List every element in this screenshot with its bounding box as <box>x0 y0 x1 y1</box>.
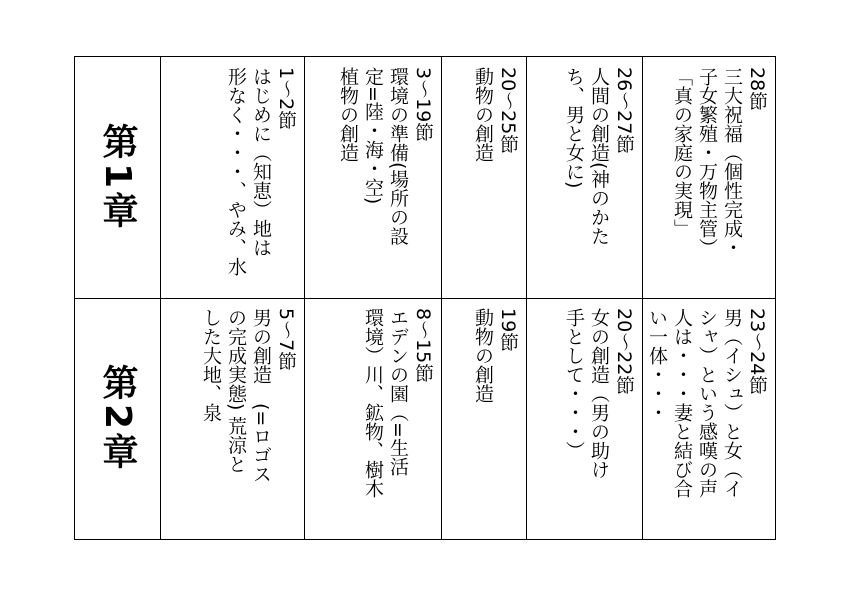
genesis-table <box>74 56 776 540</box>
ch1-verse-26-27: 26～27節 人間の創造(神のかた ち、男と女に) <box>563 67 635 246</box>
ch1-verse-28: 28節 三大祝福（個性完成・ 子女繁殖・万物主管） 「真の家庭の実現」 <box>671 67 768 257</box>
ch1-verse-1-2: 1～2節 はじめに（知恵）地は 形なく・・・、やみ、水 <box>225 67 297 276</box>
ch2-verse-23-24: 23～24節 男（イシュ）と女（イ シャ）という感嘆の声 人は・・・妻と結び合 い一体・・・ <box>646 308 768 498</box>
ch2-verse-8-15: 8～15節 エデンの園（=生活 環境）川、鉱物、樹木 <box>362 308 434 498</box>
chapter-1-label: 第1章 <box>97 122 138 233</box>
ch1-verse-3-19: 3～19節 環境の準備(場所の設 定=陸・海・空) 植物の創造 <box>337 67 434 246</box>
chapter-2-label: 第2章 <box>97 363 138 474</box>
ch1-verse-20-25: 20～25節 動物の創造 <box>472 67 519 162</box>
ch2-verse-20-22: 20～22節 女の創造（男の助け 手として・・・） <box>563 308 635 479</box>
ch2-verse-5-7: 5～7節 男の創造 (=ロゴス の完成実態) 荒涼と した大地、泉 <box>200 308 297 484</box>
ch2-verse-19: 19節 動物の創造 <box>472 308 519 403</box>
